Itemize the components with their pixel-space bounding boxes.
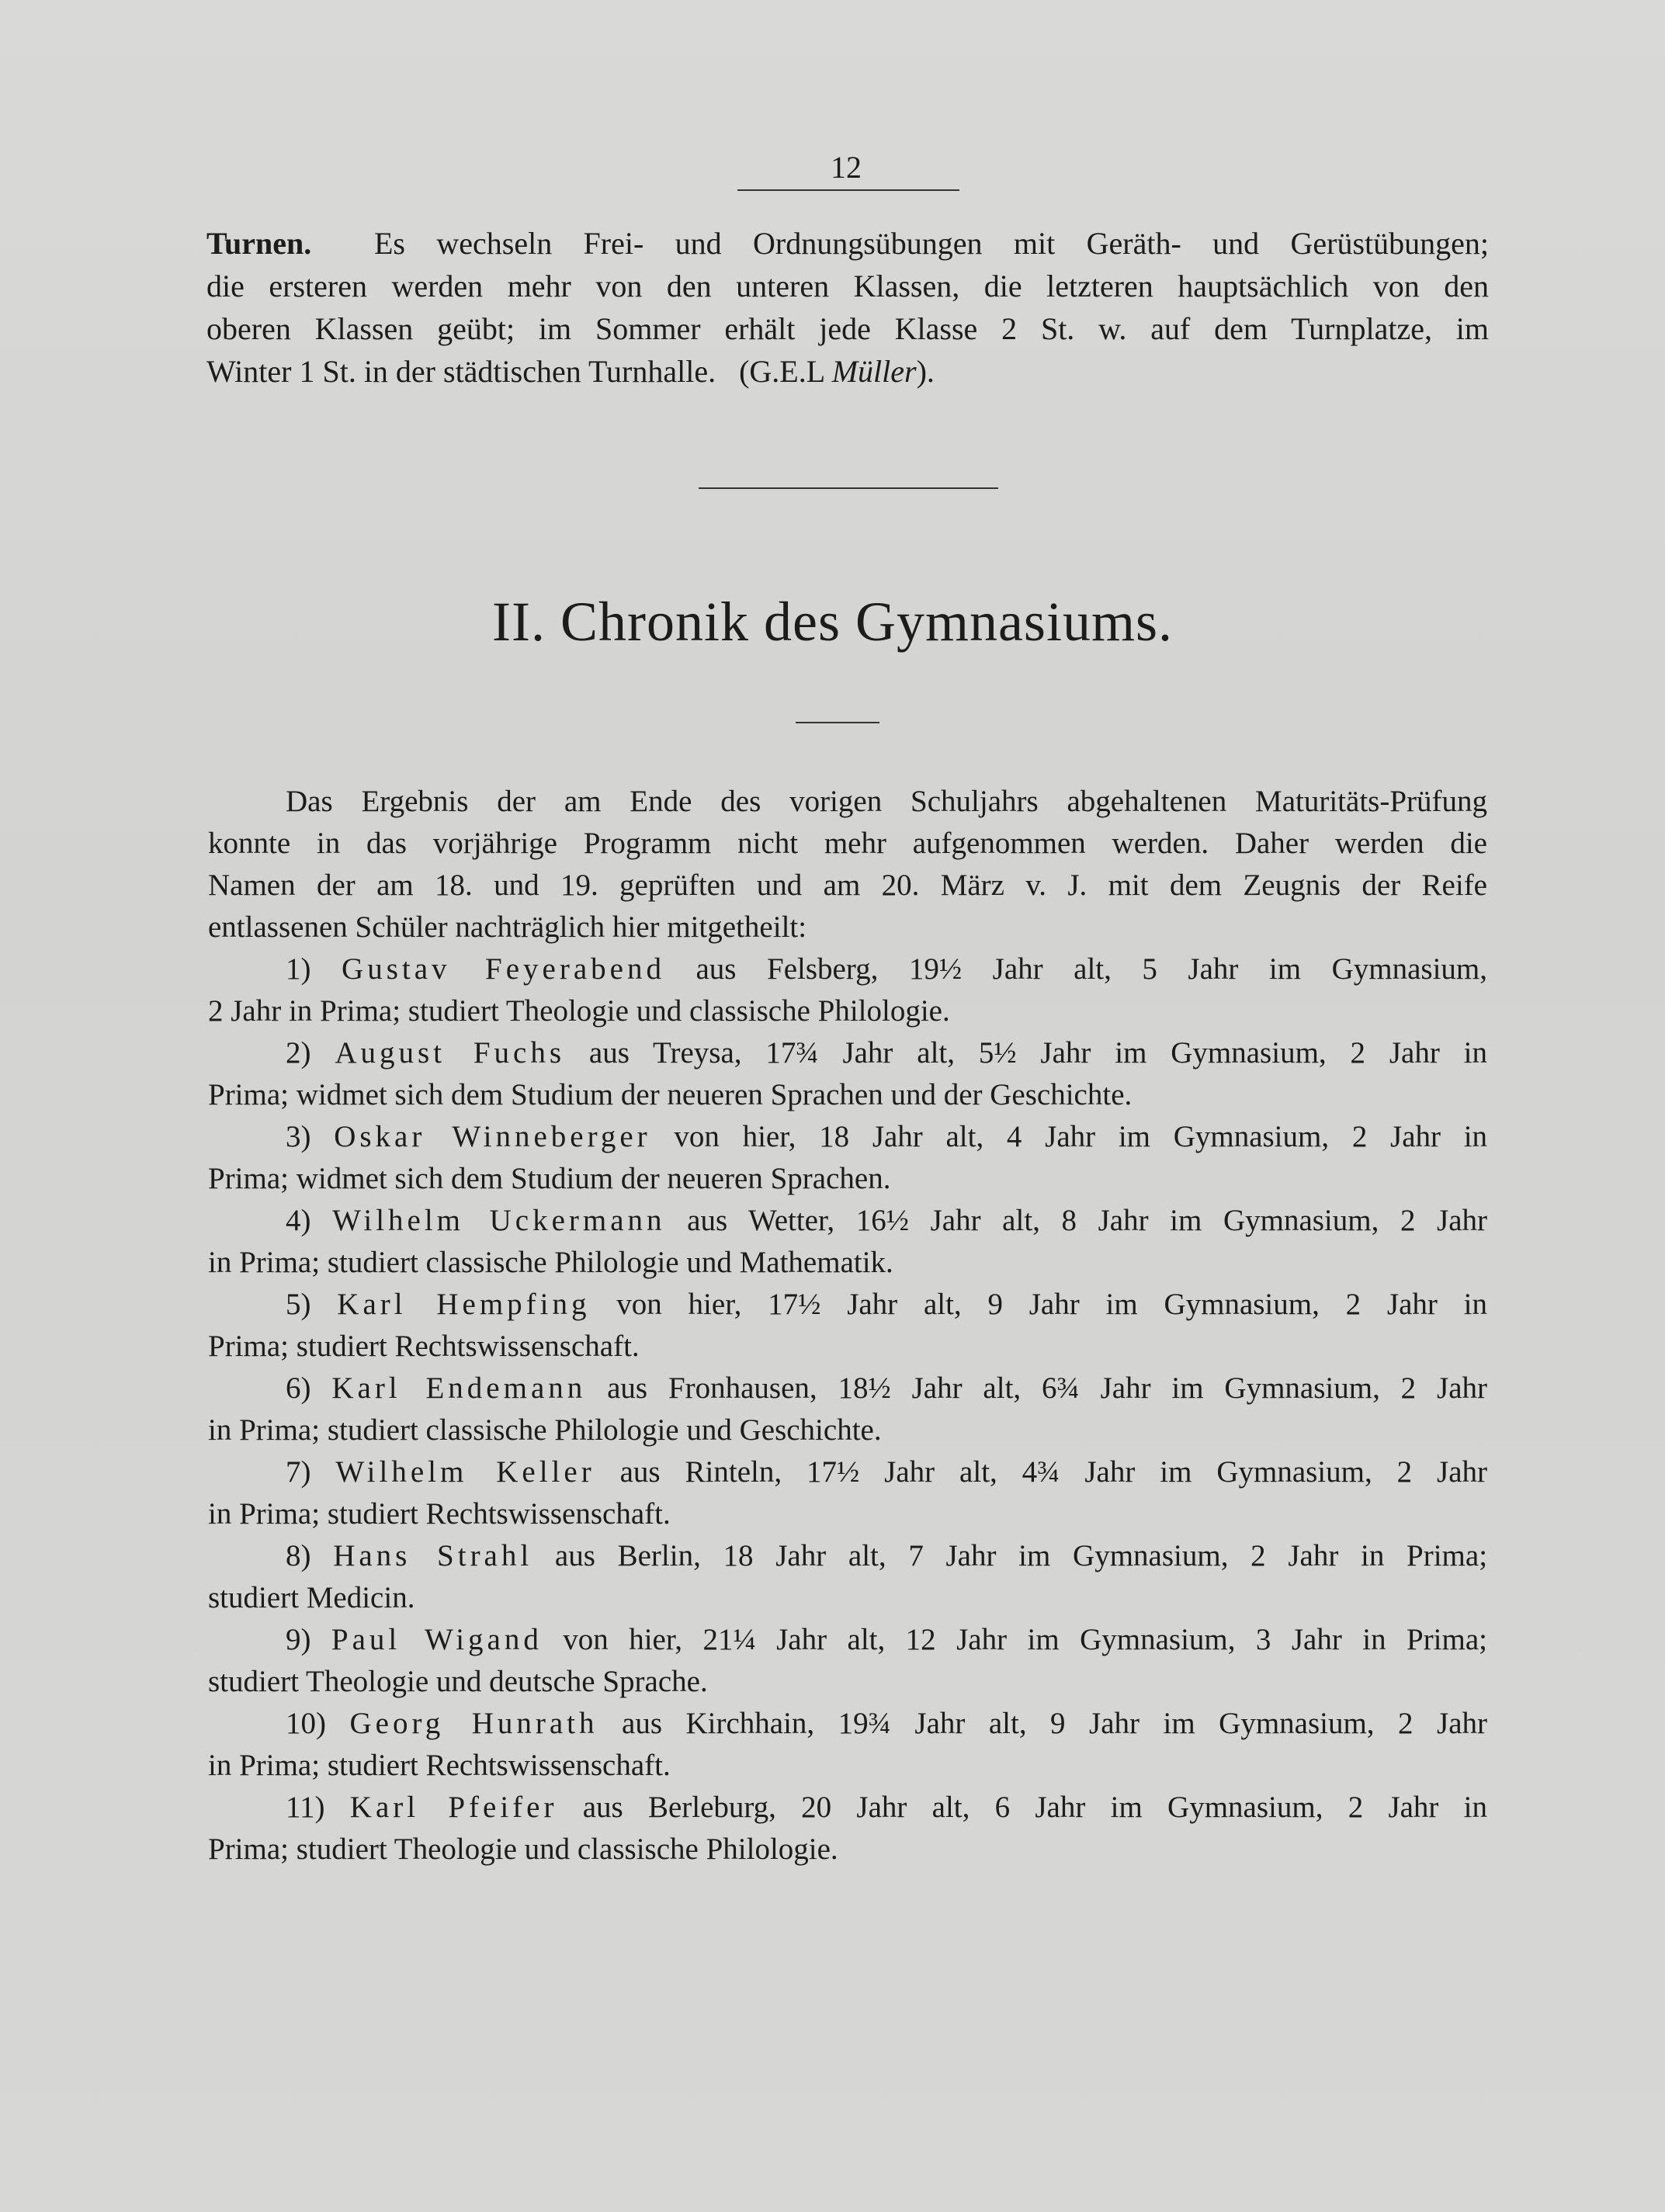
section-divider <box>699 487 998 489</box>
graduate-entry-line-1 <box>208 1368 1487 1409</box>
graduate-entry-line-2: in Prima; studiert Rechtswissenschaft. <box>208 1497 671 1531</box>
graduate-entry-line-1 <box>208 948 1487 990</box>
section-title: II. Chronik des Gymnasiums. <box>492 591 1173 653</box>
graduate-entry-line-1 <box>208 1787 1487 1829</box>
entry-number: 7) <box>286 1455 311 1489</box>
graduate-name: Hans Strahl <box>333 1539 533 1572</box>
page-number: 12 <box>831 150 862 185</box>
graduate-details: von hier, 21¼ Jahr alt, 12 Jahr im Gymnasium, 3 Jahr in Prima; <box>563 1623 1487 1656</box>
graduate-details: aus Rinteln, 17½ Jahr alt, 4¾ Jahr im Gymnasium, 2 Jahr <box>619 1455 1488 1489</box>
turnen-text-1: Es wechseln Frei- und Ordnungsübungen mit Geräth- und Gerüstübungen; <box>374 226 1490 261</box>
intro-line-4: entlassenen Schüler nachträglich hier mitgetheilt: <box>208 910 807 944</box>
intro-line-2: konnte in das vorjährige Programm nicht mehr aufgenommen werden. Daher werden die <box>208 827 1487 860</box>
turnen-text-4-end: ). <box>916 354 935 389</box>
graduate-entry-line-2: Prima; studiert Rechtswissenschaft. <box>208 1330 640 1363</box>
entry-number: 11) <box>286 1791 325 1824</box>
graduate-details: aus Wetter, 16½ Jahr alt, 8 Jahr im Gymnasium, 2 Jahr <box>687 1204 1488 1237</box>
graduate-entry-line-2: Prima; widmet sich dem Studium der neueren Sprachen und der Geschichte. <box>208 1078 1133 1111</box>
graduate-details: aus Berleburg, 20 Jahr alt, 6 Jahr im Gymnasium, 2 Jahr in <box>582 1791 1487 1824</box>
intro-line-3: Namen der am 18. und 19. geprüften und am 20. März v. J. mit dem Zeugnis der Reife <box>208 869 1487 902</box>
graduate-entry-line-2: 2 Jahr in Prima; studiert Theologie und classische Philologie. <box>208 994 950 1028</box>
graduate-details: aus Treysa, 17¾ Jahr alt, 5½ Jahr im Gymnasium, 2 Jahr in <box>588 1036 1487 1070</box>
graduate-entry-line-1 <box>208 1451 1487 1493</box>
entry-number: 4) <box>286 1204 311 1237</box>
graduate-name: August Fuchs <box>335 1036 566 1070</box>
entry-number: 3) <box>286 1120 311 1153</box>
graduate-entry-line-2: in Prima; studiert Rechtswissenschaft. <box>208 1749 671 1782</box>
graduate-entry-line-1 <box>208 1535 1487 1577</box>
entry-number: 1) <box>286 952 311 986</box>
graduate-name: Karl Endemann <box>331 1371 587 1405</box>
graduate-name: Georg Hunrath <box>349 1707 598 1740</box>
graduate-entry-line-1 <box>208 1619 1487 1661</box>
entry-number: 8) <box>286 1539 311 1572</box>
graduate-details: aus Kirchhain, 19¾ Jahr alt, 9 Jahr im Gymnasium, 2 Jahr <box>622 1707 1487 1740</box>
graduate-entry-line-2: in Prima; studiert classische Philologie und Mathematik. <box>208 1246 893 1279</box>
teacher-name: Müller <box>831 354 917 389</box>
graduate-name: Wilhelm Keller <box>335 1455 595 1489</box>
graduate-name: Karl Pfeifer <box>349 1791 558 1824</box>
graduate-entry-line-2: Prima; studiert Theologie und classische Philologie. <box>208 1832 838 1866</box>
graduate-entry-line-2: Prima; widmet sich dem Studium der neueren Sprachen. <box>208 1162 891 1195</box>
entry-number: 2) <box>286 1036 311 1070</box>
graduate-name: Karl Hempfing <box>337 1288 591 1321</box>
graduate-details: von hier, 18 Jahr alt, 4 Jahr im Gymnasium, 2 Jahr in <box>674 1120 1488 1153</box>
turnen-line-3: oberen Klassen geübt; im Sommer erhält jede Klasse 2 St. w. auf dem Turnplatze, im <box>206 311 1489 346</box>
graduate-name: Gustav Feyerabend <box>342 952 665 986</box>
graduate-details: aus Fronhausen, 18½ Jahr alt, 6¾ Jahr im Gymnasium, 2 Jahr <box>607 1371 1487 1405</box>
graduate-entry-line-1 <box>208 1284 1487 1326</box>
graduate-name: Paul Wigand <box>331 1623 543 1656</box>
turnen-text-4: Winter 1 St. in der städtischen Turnhalle. (G.E.L <box>206 354 824 389</box>
chronik-body <box>208 781 1487 1870</box>
graduate-name: Oskar Winneberger <box>334 1120 651 1153</box>
graduate-details: von hier, 17½ Jahr alt, 9 Jahr im Gymnasium, 2 Jahr in <box>616 1288 1488 1321</box>
header-rule <box>737 189 959 191</box>
turnen-lead: Turnen. <box>206 226 312 261</box>
graduate-entry-line-2: studiert Medicin. <box>208 1581 415 1614</box>
graduate-details: aus Felsberg, 19½ Jahr alt, 5 Jahr im Gymnasium, <box>695 952 1488 986</box>
graduate-entry-line-1 <box>208 1116 1487 1158</box>
entry-number: 9) <box>286 1623 311 1656</box>
entry-number: 10) <box>286 1707 326 1740</box>
turnen-line-2: die ersteren werden mehr von den unteren Klassen, die letzteren hauptsächlich von den <box>206 269 1489 303</box>
entry-number: 6) <box>286 1371 311 1405</box>
turnen-paragraph <box>206 222 1489 393</box>
graduate-entry-line-1 <box>208 1703 1487 1745</box>
graduate-entry-line-1 <box>208 1200 1487 1242</box>
graduate-entry-line-2: studiert Theologie und deutsche Sprache. <box>208 1665 708 1698</box>
title-underline <box>796 722 879 723</box>
turnen-line-4 <box>206 350 1489 393</box>
graduate-entry-line-1 <box>208 1032 1487 1074</box>
graduate-details: aus Berlin, 18 Jahr alt, 7 Jahr im Gymnasium, 2 Jahr in Prima; <box>554 1539 1488 1572</box>
graduate-name: Wilhelm Uckermann <box>332 1204 666 1237</box>
entry-number: 5) <box>286 1288 311 1321</box>
turnen-line-1 <box>206 222 1489 265</box>
graduate-entry-line-2: in Prima; studiert classische Philologie und Geschichte. <box>208 1413 882 1447</box>
intro-line-1: Das Ergebnis der am Ende des vorigen Schuljahrs abgehaltenen Maturitäts-Prüfung <box>286 785 1487 818</box>
